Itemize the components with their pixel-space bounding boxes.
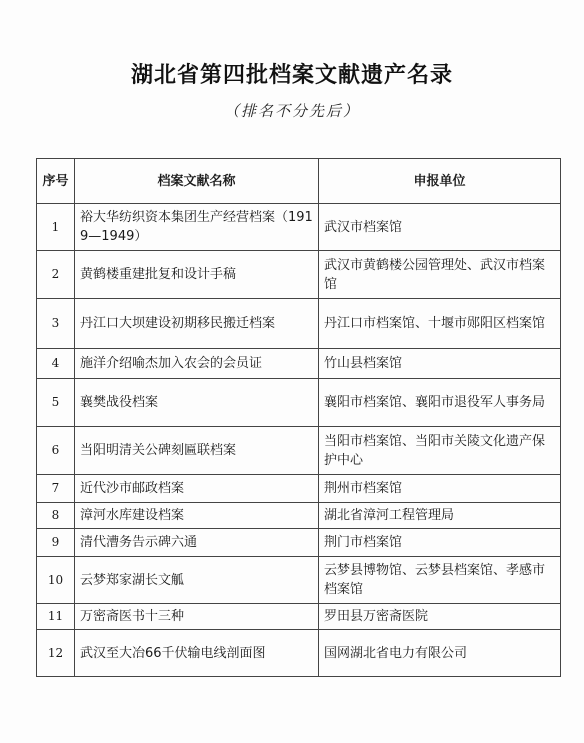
row-number: 12 bbox=[37, 630, 75, 677]
applicant-unit-cell: 武汉市黄鹤楼公园管理处、武汉市档案馆 bbox=[319, 251, 561, 299]
table-row bbox=[37, 557, 561, 604]
document-name-cell: 丹江口大坝建设初期移民搬迁档案 bbox=[75, 299, 319, 349]
row-number: 2 bbox=[37, 251, 75, 299]
table-row bbox=[37, 349, 561, 379]
row-number: 4 bbox=[37, 349, 75, 379]
applicant-unit-cell: 荆州市档案馆 bbox=[319, 475, 561, 503]
page-title: 湖北省第四批档案文献遗产名录 bbox=[130, 62, 453, 88]
table-row bbox=[37, 427, 561, 475]
header-applicant-unit: 申报单位 bbox=[319, 159, 561, 204]
row-number: 7 bbox=[37, 475, 75, 503]
applicant-unit-cell: 罗田县万密斋医院 bbox=[319, 604, 561, 630]
heritage-list-table bbox=[36, 158, 561, 677]
document-name-cell: 裕大华纺织资本集团生产经营档案（1919—1949） bbox=[75, 204, 319, 251]
document-name-cell: 近代沙市邮政档案 bbox=[75, 475, 319, 503]
document-name-cell: 黄鹤楼重建批复和设计手稿 bbox=[75, 251, 319, 299]
table-row bbox=[37, 379, 561, 427]
row-number: 11 bbox=[37, 604, 75, 630]
table-body bbox=[37, 204, 561, 677]
row-number: 8 bbox=[37, 503, 75, 529]
header-number: 序号 bbox=[37, 159, 75, 204]
table-row bbox=[37, 475, 561, 503]
document-name-cell: 清代漕务告示碑六通 bbox=[75, 529, 319, 557]
table-row bbox=[37, 630, 561, 677]
page-subtitle: （排名不分先后） bbox=[223, 102, 360, 120]
applicant-unit-cell: 襄阳市档案馆、襄阳市退役军人事务局 bbox=[319, 379, 561, 427]
applicant-unit-cell: 当阳市档案馆、当阳市关陵文化遗产保护中心 bbox=[319, 427, 561, 475]
applicant-unit-cell: 荆门市档案馆 bbox=[319, 529, 561, 557]
document-name-cell: 武汉至大冶66千伏输电线剖面图 bbox=[75, 630, 319, 677]
applicant-unit-cell: 武汉市档案馆 bbox=[319, 204, 561, 251]
document-name-cell: 襄樊战役档案 bbox=[75, 379, 319, 427]
table-row bbox=[37, 299, 561, 349]
document-name-cell: 漳河水库建设档案 bbox=[75, 503, 319, 529]
table-row bbox=[37, 251, 561, 299]
document-name-cell: 施洋介绍喻杰加入农会的会员证 bbox=[75, 349, 319, 379]
row-number: 10 bbox=[37, 557, 75, 604]
row-number: 5 bbox=[37, 379, 75, 427]
applicant-unit-cell: 丹江口市档案馆、十堰市郧阳区档案馆 bbox=[319, 299, 561, 349]
table-row bbox=[37, 204, 561, 251]
row-number: 6 bbox=[37, 427, 75, 475]
document-name-cell: 当阳明清关公碑刻匾联档案 bbox=[75, 427, 319, 475]
applicant-unit-cell: 国网湖北省电力有限公司 bbox=[319, 630, 561, 677]
row-number: 1 bbox=[37, 204, 75, 251]
table-row bbox=[37, 503, 561, 529]
document-name-cell: 万密斋医书十三种 bbox=[75, 604, 319, 630]
applicant-unit-cell: 云梦县博物馆、云梦县档案馆、孝感市档案馆 bbox=[319, 557, 561, 604]
applicant-unit-cell: 竹山县档案馆 bbox=[319, 349, 561, 379]
table-header-row bbox=[37, 159, 561, 204]
row-number: 9 bbox=[37, 529, 75, 557]
document-name-cell: 云梦郑家湖长文觚 bbox=[75, 557, 319, 604]
row-number: 3 bbox=[37, 299, 75, 349]
applicant-unit-cell: 湖北省漳河工程管理局 bbox=[319, 503, 561, 529]
table-row bbox=[37, 529, 561, 557]
header-document-name: 档案文献名称 bbox=[75, 159, 319, 204]
table-row bbox=[37, 604, 561, 630]
